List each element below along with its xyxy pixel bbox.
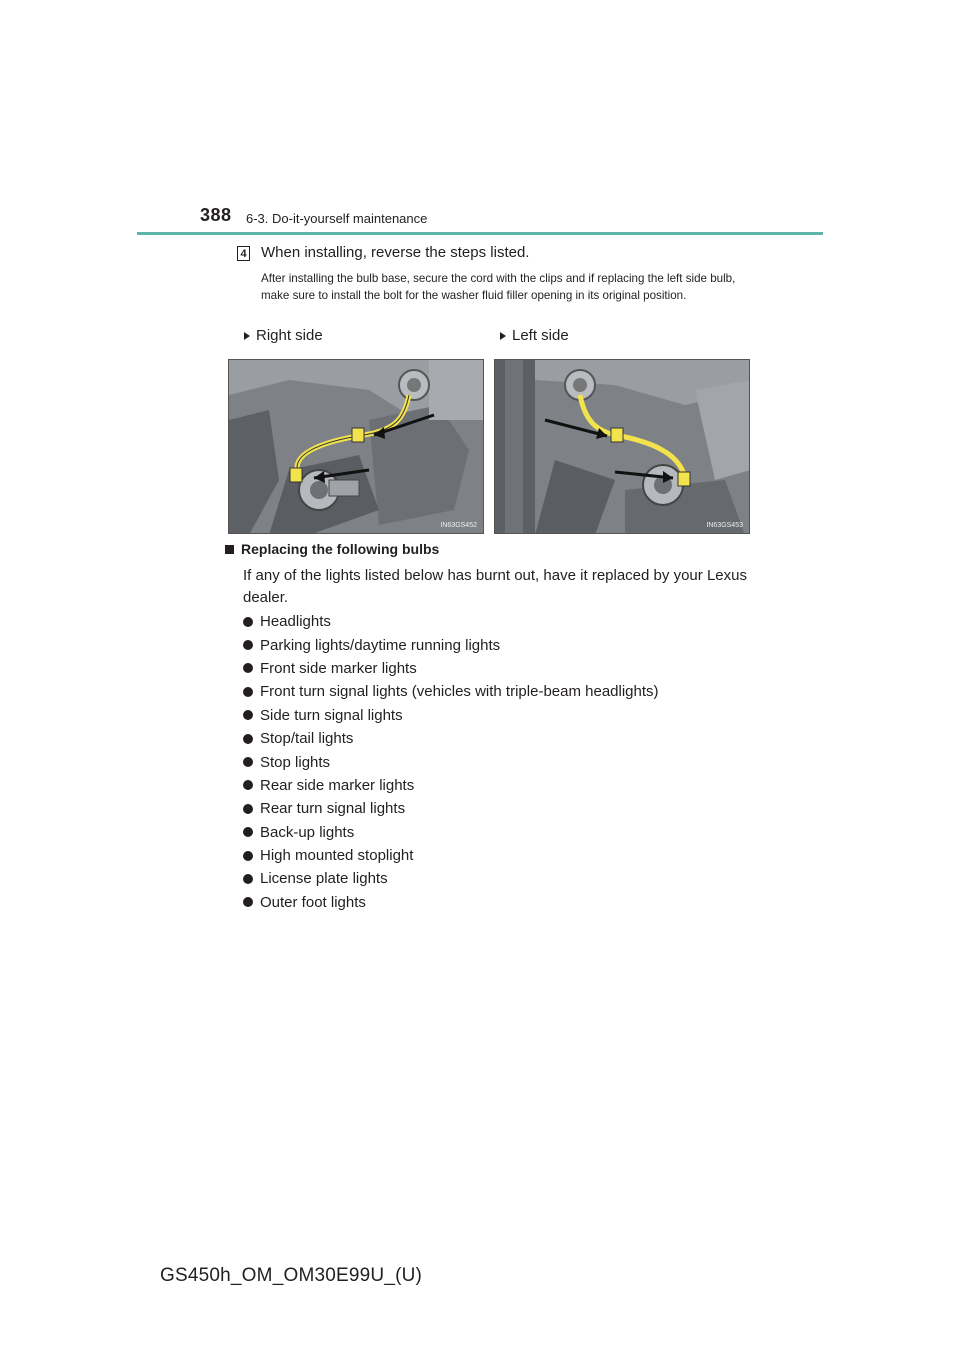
- right-side-label-text: Right side: [256, 327, 323, 344]
- right-side-label: [244, 327, 323, 344]
- list-item: Parking lights/daytime running lights: [243, 633, 659, 656]
- right-side-illustration: [229, 360, 484, 534]
- section-title: 6-3. Do-it-yourself maintenance: [246, 211, 428, 226]
- page-number: 388: [200, 205, 232, 225]
- bullet-dot-icon: [243, 757, 253, 767]
- subsection-title: Replacing the following bulbs: [241, 541, 440, 557]
- list-item: Outer foot lights: [243, 891, 659, 914]
- list-item: Rear side marker lights: [243, 774, 659, 797]
- left-side-illustration: [495, 360, 750, 534]
- bullet-dot-icon: [243, 640, 253, 650]
- left-side-label: [500, 327, 569, 344]
- list-item: Back-up lights: [243, 821, 659, 844]
- triangle-bullet-icon: [244, 332, 250, 340]
- bullet-dot-icon: [243, 780, 253, 790]
- left-photo-code: IN63GS453: [706, 522, 743, 529]
- right-photo-code: IN63GS452: [440, 522, 477, 529]
- bullet-dot-icon: [243, 804, 253, 814]
- bullet-dot-icon: [243, 827, 253, 837]
- square-bullet-icon: [225, 545, 234, 554]
- bullet-dot-icon: [243, 897, 253, 907]
- subsection-heading: [225, 541, 439, 557]
- right-side-photo: [228, 359, 484, 534]
- list-item: Side turn signal lights: [243, 704, 659, 727]
- list-item: License plate lights: [243, 867, 659, 890]
- bullet-dot-icon: [243, 710, 253, 720]
- left-side-photo: [494, 359, 750, 534]
- bullet-dot-icon: [243, 663, 253, 673]
- list-item: High mounted stoplight: [243, 844, 659, 867]
- footer-document-code: GS450h_OM_OM30E99U_(U): [160, 1265, 423, 1286]
- step-number-badge: 4: [237, 246, 250, 261]
- list-item: Front side marker lights: [243, 657, 659, 680]
- step-note: After installing the bulb base, secure the cord with the clips and if replacing the left side bulb, make sure to install the bolt for the washer fluid filler opening in its original position.: [261, 272, 736, 302]
- bullet-dot-icon: [243, 687, 253, 697]
- bullet-dot-icon: [243, 851, 253, 861]
- left-side-label-text: Left side: [512, 327, 569, 344]
- list-item: Rear turn signal lights: [243, 797, 659, 820]
- triangle-bullet-icon: [500, 332, 506, 340]
- list-item: Stop/tail lights: [243, 727, 659, 750]
- bullet-dot-icon: [243, 617, 253, 627]
- step-instruction: When installing, reverse the steps listed.: [261, 244, 530, 261]
- bullet-dot-icon: [243, 734, 253, 744]
- list-item: Stop lights: [243, 750, 659, 773]
- list-item: Front turn signal lights (vehicles with triple-beam headlights): [243, 680, 659, 703]
- intro-paragraph: If any of the lights listed below has burnt out, have it replaced by your Lexus dealer.: [243, 567, 747, 606]
- list-item: Headlights: [243, 610, 659, 633]
- header-rule: [137, 232, 823, 235]
- bulb-list: [243, 610, 659, 914]
- bullet-dot-icon: [243, 874, 253, 884]
